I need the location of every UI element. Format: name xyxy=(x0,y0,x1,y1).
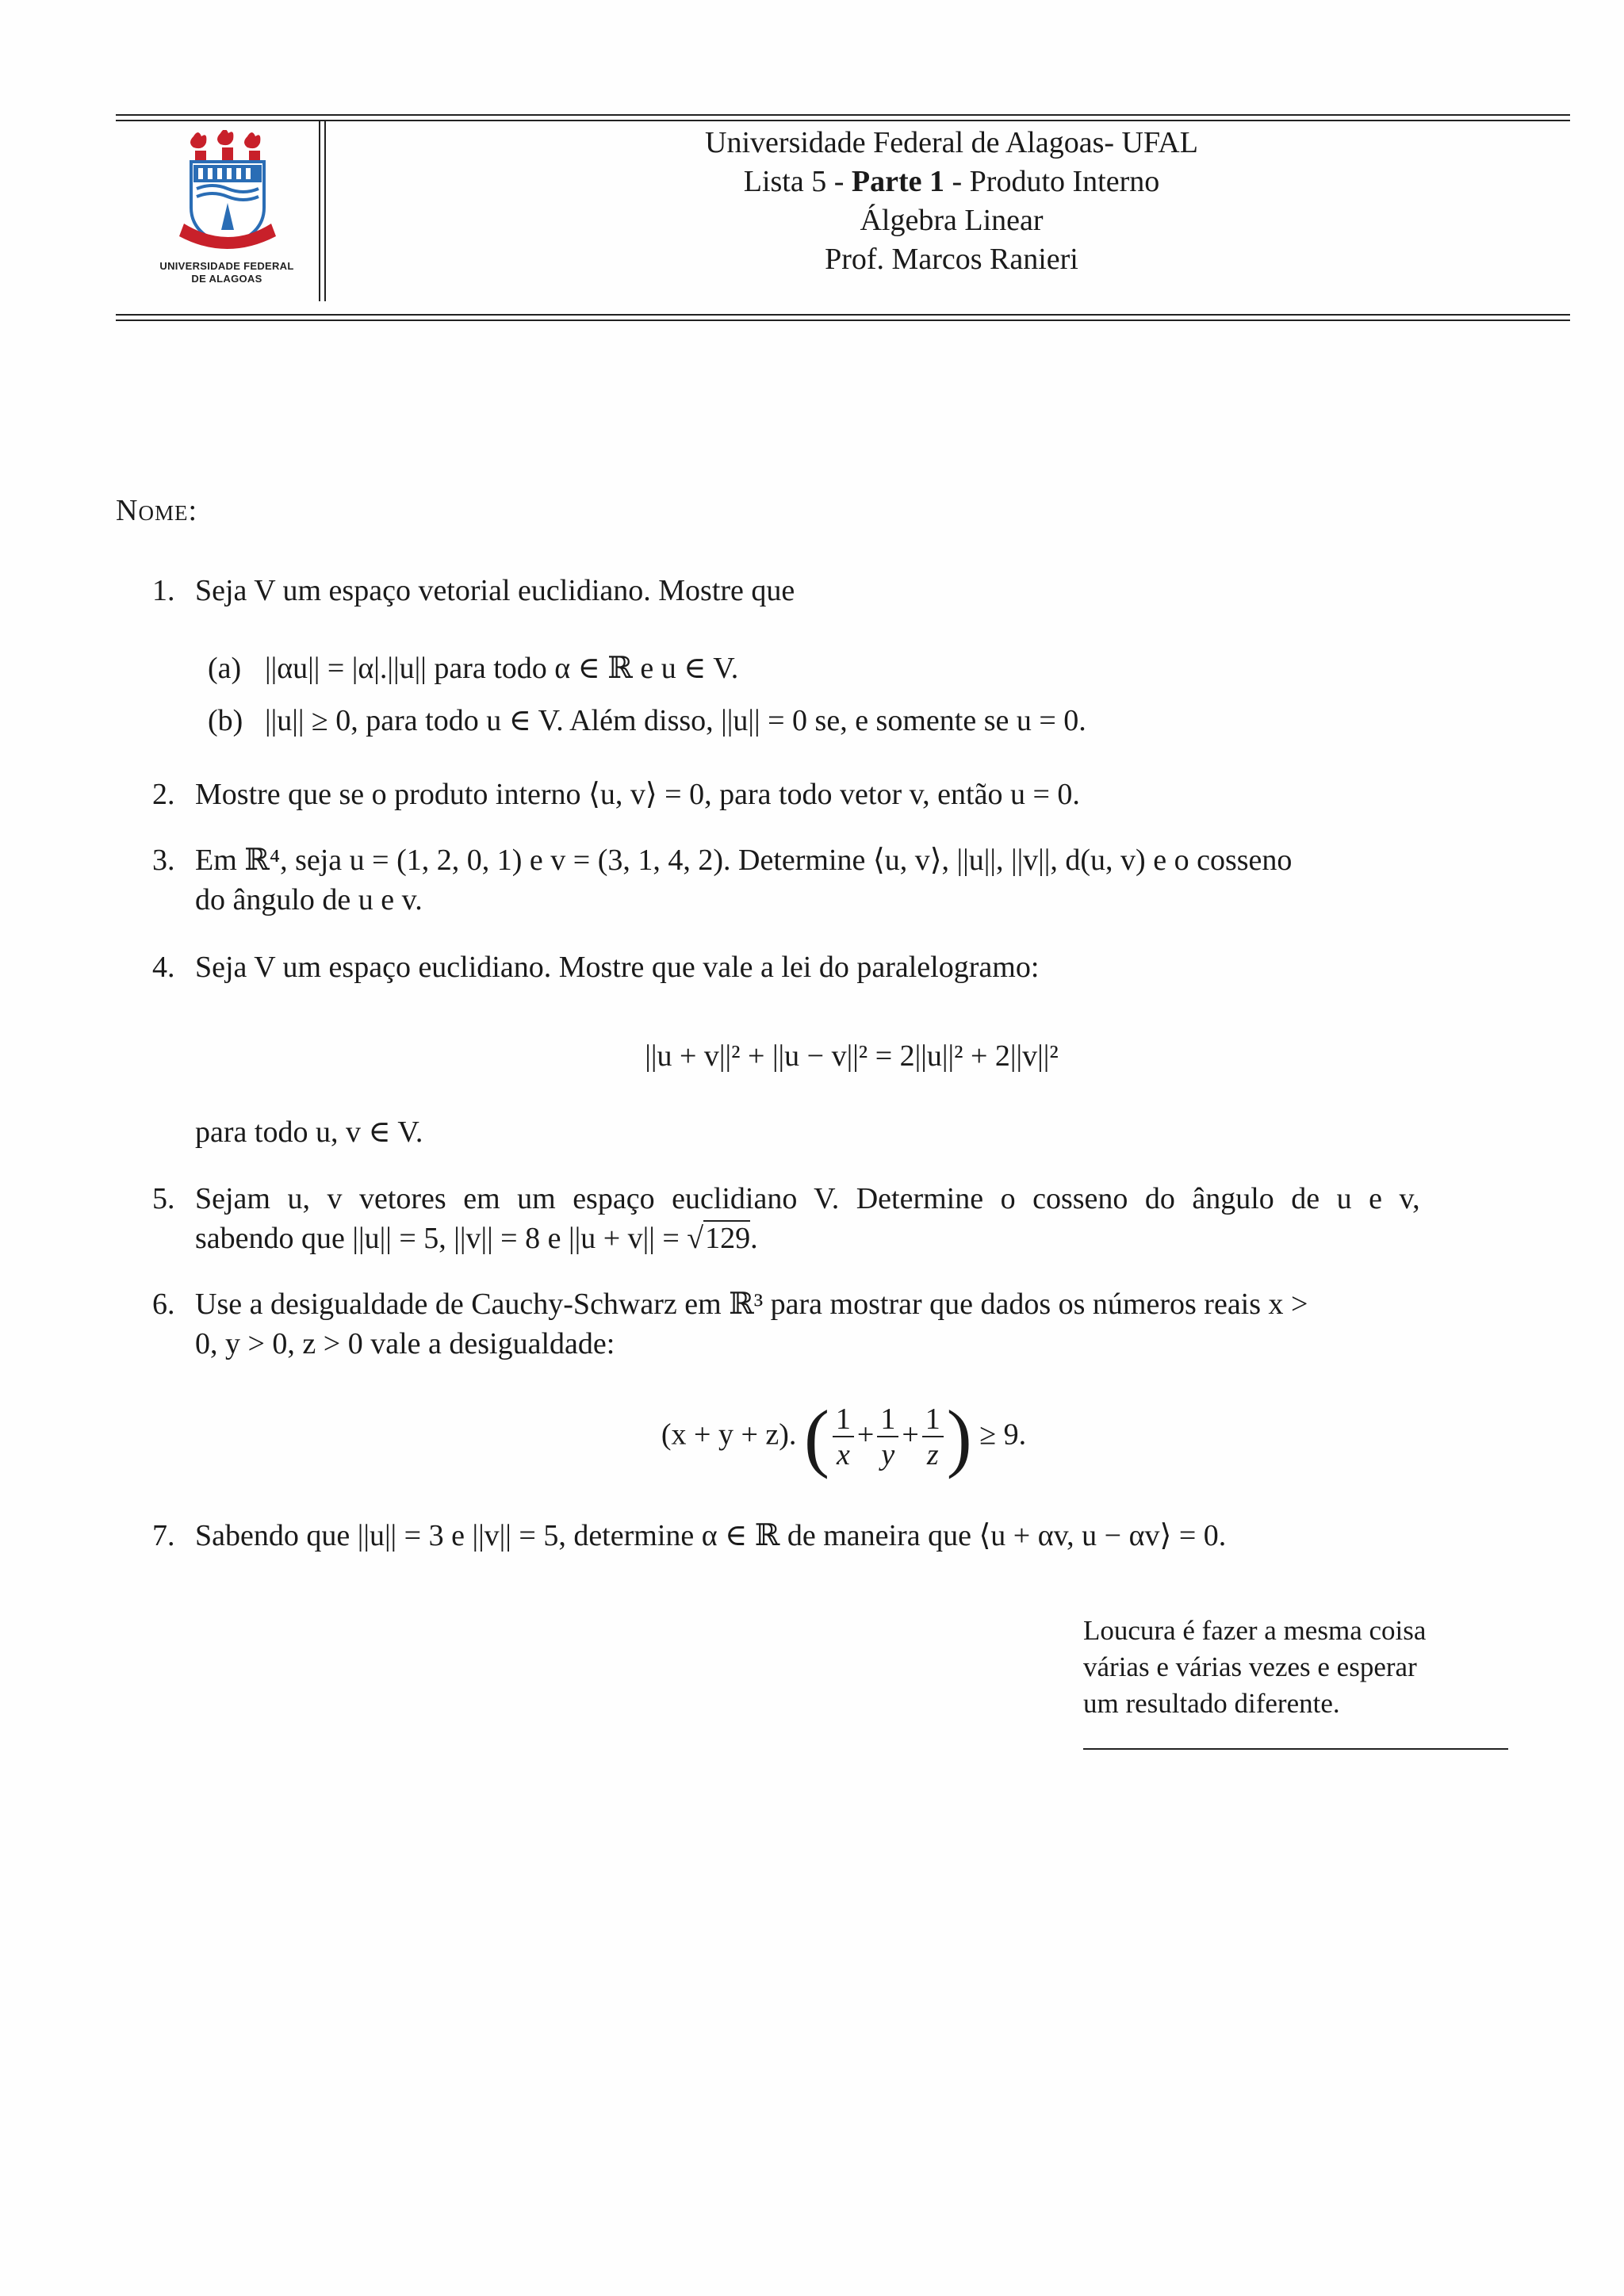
exercise-number: 4. xyxy=(152,951,175,984)
left-paren: ( xyxy=(803,1395,829,1479)
logo-caption-line-1: UNIVERSIDADE FEDERAL xyxy=(159,260,294,272)
numerator: 1 xyxy=(877,1402,898,1437)
fraction-1-over-y xyxy=(877,1402,898,1472)
header-divider-2 xyxy=(324,121,326,301)
subitem-text: ||αu|| = |α|.||u|| para todo α ∈ ℝ e u ∈ V. xyxy=(265,652,739,685)
header-bottom-rule-1 xyxy=(116,314,1570,316)
list-title-suffix: - Produto Interno xyxy=(944,165,1160,198)
header-top-rule-2 xyxy=(116,120,1570,121)
course-name: Álgebra Linear xyxy=(860,204,1044,237)
right-paren: ) xyxy=(946,1395,972,1479)
exercise-1b xyxy=(208,701,1086,740)
exercise-text-line-2: do ângulo de u e v. xyxy=(195,883,423,916)
inequality-right: ≥ 9. xyxy=(979,1418,1027,1452)
line-prefix: sabendo que ||u|| = 5, ||v|| = 8 e ||u + v|| = √ xyxy=(195,1222,704,1255)
header-bottom-rule-2 xyxy=(116,320,1570,321)
fraction-1-over-z xyxy=(922,1402,944,1472)
plus-sign: + xyxy=(856,1418,875,1452)
quote-line-3: um resultado diferente. xyxy=(1083,1688,1340,1719)
exercise-text: Seja V um espaço vetorial euclidiano. Mostre que xyxy=(195,574,795,607)
header-divider-1 xyxy=(319,121,320,301)
list-title-bold: Parte 1 xyxy=(851,165,944,198)
exercise-number: 2. xyxy=(152,778,175,811)
closing-quote xyxy=(1083,1613,1511,1722)
exercise-text-line-2 xyxy=(195,1219,1511,1258)
plus-sign: + xyxy=(902,1418,919,1452)
subitem-label: (b) xyxy=(208,704,243,737)
subitem-text: ||u|| ≥ 0, para todo u ∈ V. Além disso, ||u|| = 0 se, e somente se u = 0. xyxy=(265,704,1086,737)
quote-line-1: Loucura é fazer a mesma coisa xyxy=(1083,1615,1427,1646)
exercise-text-line-1: Sejam u, v vetores em um espaço euclidiano V. Determine o cosseno do ângulo de u e v, xyxy=(195,1182,1420,1215)
exercise-number: 3. xyxy=(152,844,175,877)
list-title xyxy=(349,163,1554,201)
numerator: 1 xyxy=(833,1402,854,1437)
subitem-label: (a) xyxy=(208,652,242,685)
exercise-number: 7. xyxy=(152,1519,175,1552)
exercise-1a xyxy=(208,649,738,688)
quote-line-2: várias e várias vezes e esperar xyxy=(1083,1651,1417,1682)
exercise-text-line-1: Em ℝ⁴, seja u = (1, 2, 0, 1) e v = (3, 1, 4, 2). Determine ⟨u, v⟩, ||u||, ||v||, d(u, v) e o cosseno xyxy=(195,844,1293,877)
name-label: Nome: xyxy=(116,494,197,527)
denominator: y xyxy=(881,1438,895,1471)
list-title-prefix: Lista 5 - xyxy=(743,165,852,198)
university-name: Universidade Federal de Alagoas- UFAL xyxy=(705,126,1198,159)
exercise-number: 5. xyxy=(152,1182,175,1215)
denominator: x xyxy=(836,1438,850,1471)
professor-name: Prof. Marcos Ranieri xyxy=(825,243,1078,276)
cauchy-schwarz-inequality xyxy=(32,1395,1624,1479)
fraction-1-over-x xyxy=(833,1402,854,1472)
quote-underline xyxy=(1083,1748,1508,1750)
exercise-text-line-2: para todo u, v ∈ V. xyxy=(195,1115,423,1149)
parallelogram-equation: ||u + v||² + ||u − v||² = 2||u||² + 2||v||² xyxy=(645,1039,1059,1073)
exercise-number: 1. xyxy=(152,574,175,607)
exercise-text: Sabendo que ||u|| = 3 e ||v|| = 5, determine α ∈ ℝ de maneira que ⟨u + αv, u − αv⟩ = 0. xyxy=(195,1519,1227,1552)
header-text xyxy=(349,124,1554,279)
exercise-text: Seja V um espaço euclidiano. Mostre que vale a lei do paralelogramo: xyxy=(195,951,1040,984)
line-suffix: . xyxy=(750,1222,758,1255)
ufal-crest-icon xyxy=(147,130,306,257)
exercise-text-line-1: Use a desigualdade de Cauchy-Schwarz em ℝ³ para mostrar que dados os números reais x > xyxy=(195,1288,1308,1321)
inequality-left: (x + y + z). xyxy=(661,1418,797,1452)
denominator: z xyxy=(926,1438,939,1471)
numerator: 1 xyxy=(922,1402,944,1437)
logo-caption-line-2: DE ALAGOAS xyxy=(191,273,262,285)
exercise-text: Mostre que se o produto interno ⟨u, v⟩ = 0, para todo vetor v, então u = 0. xyxy=(195,778,1080,811)
sqrt-radicand: 129 xyxy=(705,1222,751,1255)
header-top-rule-1 xyxy=(116,114,1570,116)
exercise-number: 6. xyxy=(152,1288,175,1321)
exercise-text-line-2: 0, y > 0, z > 0 vale a desigualdade: xyxy=(195,1327,615,1360)
